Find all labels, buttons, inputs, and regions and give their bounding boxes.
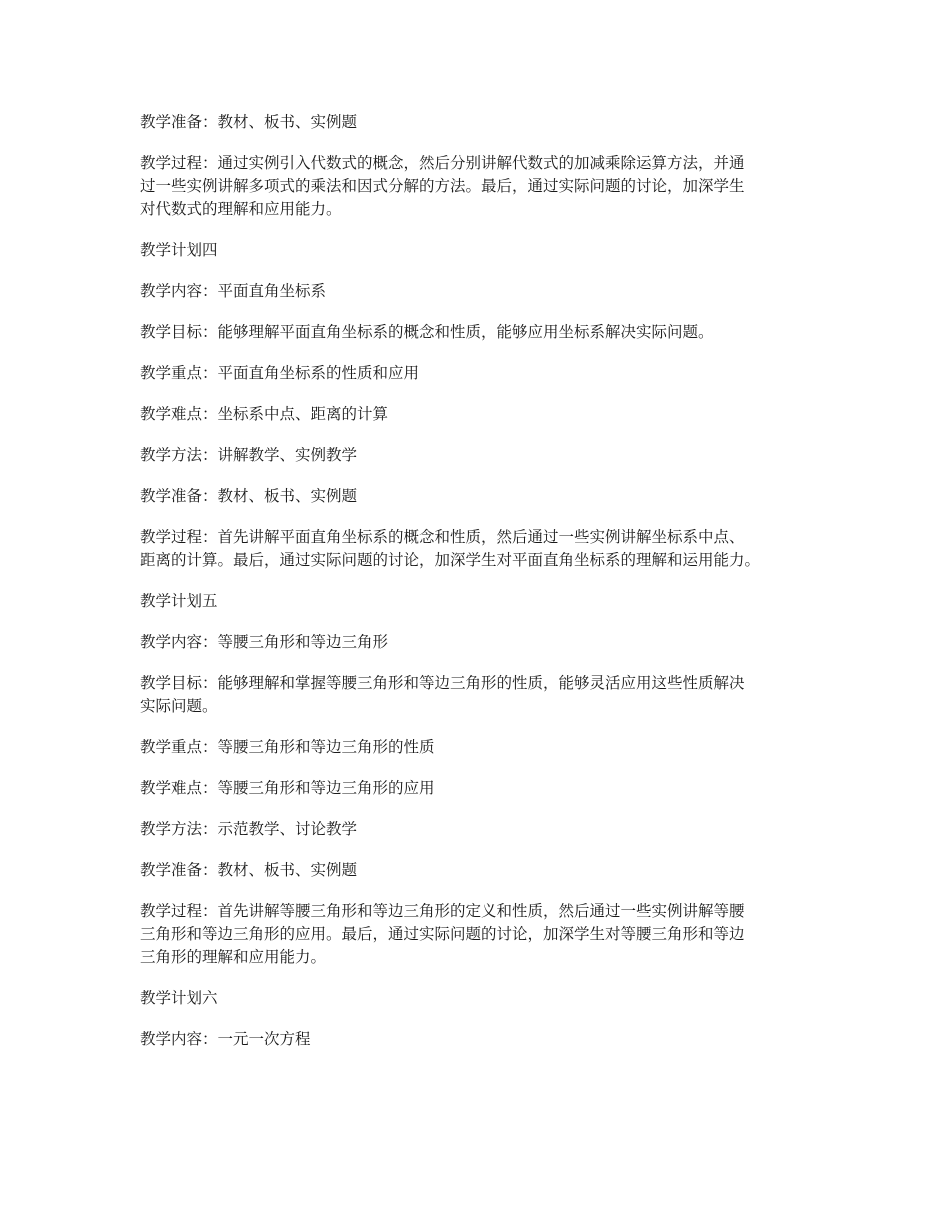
text-line: 教学目标：能够理解和掌握等腰三角形和等边三角形的性质，能够灵活应用这些性质解决 (140, 674, 745, 692)
document-page (140, 111, 812, 1069)
text-line: 教学准备：教材、板书、实例题 (140, 113, 358, 131)
text-line: 教学内容：平面直角坐标系 (140, 282, 327, 300)
text-line: 教学重点：平面直角坐标系的性质和应用 (140, 364, 420, 382)
document-paragraph (140, 900, 812, 969)
text-line: 教学内容：等腰三角形和等边三角形 (140, 633, 389, 651)
document-paragraph (140, 590, 812, 613)
text-line: 对代数式的理解和应用能力。 (140, 200, 342, 218)
document-paragraph (140, 485, 812, 508)
text-line: 距离的计算。最后，通过实际问题的讨论，加深学生对平面直角坐标系的理解和运用能力。 (140, 551, 761, 569)
document-paragraph (140, 1028, 812, 1051)
text-line: 实际问题。 (140, 697, 218, 715)
document-paragraph (140, 672, 812, 718)
text-line: 教学计划四 (140, 241, 218, 259)
document-paragraph (140, 859, 812, 882)
document-paragraph (140, 777, 812, 800)
text-line: 教学准备：教材、板书、实例题 (140, 487, 358, 505)
text-line: 教学过程：首先讲解平面直角坐标系的概念和性质，然后通过一些实例讲解坐标系中点、 (140, 528, 745, 546)
document-paragraph (140, 321, 812, 344)
document-paragraph (140, 403, 812, 426)
document-paragraph (140, 362, 812, 385)
text-line: 教学方法：示范教学、讨论教学 (140, 820, 358, 838)
document-paragraph (140, 152, 812, 221)
document-paragraph (140, 239, 812, 262)
text-line: 教学方法：讲解教学、实例教学 (140, 446, 358, 464)
text-line: 教学难点：坐标系中点、距离的计算 (140, 405, 389, 423)
document-paragraph (140, 818, 812, 841)
text-line: 教学目标：能够理解平面直角坐标系的概念和性质，能够应用坐标系解决实际问题。 (140, 323, 714, 341)
document-paragraph (140, 444, 812, 467)
text-line: 教学过程：通过实例引入代数式的概念，然后分别讲解代数式的加减乘除运算方法，并通 (140, 154, 745, 172)
document-paragraph (140, 526, 812, 572)
text-line: 三角形和等边三角形的应用。最后，通过实际问题的讨论，加深学生对等腰三角形和等边 (140, 925, 745, 943)
document-paragraph (140, 280, 812, 303)
text-line: 教学计划五 (140, 592, 218, 610)
document-paragraph (140, 631, 812, 654)
text-line: 教学内容：一元一次方程 (140, 1030, 311, 1048)
text-line: 教学过程：首先讲解等腰三角形和等边三角形的定义和性质，然后通过一些实例讲解等腰 (140, 902, 745, 920)
text-line: 教学重点：等腰三角形和等边三角形的性质 (140, 738, 435, 756)
text-line: 过一些实例讲解多项式的乘法和因式分解的方法。最后，通过实际问题的讨论，加深学生 (140, 177, 745, 195)
document-paragraph (140, 987, 812, 1010)
text-line: 三角形的理解和应用能力。 (140, 948, 327, 966)
document-paragraph (140, 111, 812, 134)
text-line: 教学难点：等腰三角形和等边三角形的应用 (140, 779, 435, 797)
text-line: 教学计划六 (140, 989, 218, 1007)
text-line: 教学准备：教材、板书、实例题 (140, 861, 358, 879)
document-paragraph (140, 736, 812, 759)
